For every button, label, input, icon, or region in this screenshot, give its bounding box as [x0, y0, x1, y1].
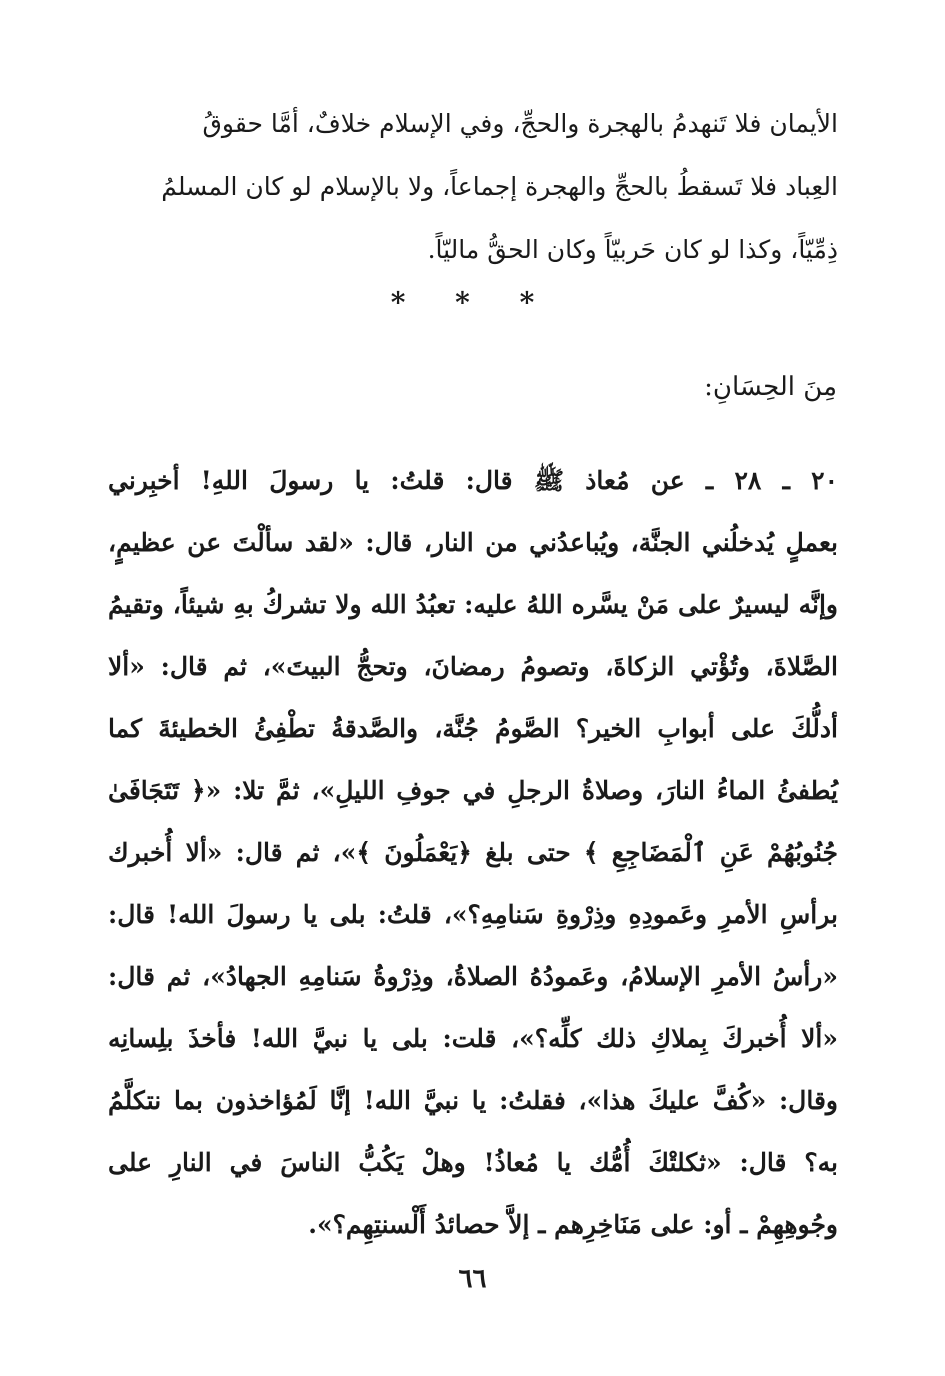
text-line: الصَّلاةَ، وتُؤْتي الزكاةَ، وتصومُ رمضانَ، وتحجُّ البيتَ»، ثم قال: «ألا [108, 652, 838, 681]
section-heading: مِنَ الحِسَانِ: [704, 372, 837, 402]
text-line: الأيمان فلا تَنهدمُ بالهجرة والحجِّ، وفي الإسلام خلافٌ، أمَّا حقوقُ [202, 109, 838, 138]
text-line: وجُوهِهِمْ ـ أو: على مَنَاخِرِهم ـ إلاَّ حصائدُ أَلْسنتِهِم؟». [308, 1210, 838, 1239]
text-line: أدلُّكَ على أبوابِ الخير؟ الصَّومُ جُنَّة، والصَّدقةُ تطْفِئُ الخطيئةَ كما [108, 714, 838, 743]
section-separator: * * * [390, 286, 555, 319]
text-line: وإنَّه ليسيرٌ على مَنْ يسَّره اللهُ عليه: تعبُدُ الله ولا تشركُ بهِ شيئاً، وتقيمُ [108, 590, 838, 619]
top-paragraph [108, 92, 838, 281]
page-number: ٦٦ [458, 1264, 487, 1294]
text-line: يُطفئُ الماءُ النارَ، وصلاةُ الرجلِ في جوفِ الليلِ»، ثمَّ تلا: «﴿ تَتَجَافَىٰ [108, 776, 838, 805]
text-line: بعملٍ يُدخلُني الجنَّة، ويُباعدُني من النار، قال: «لقد سألْتَ عن عظيمٍ، [108, 528, 838, 557]
text-line: به؟ قال: «ثكلتْكَ أُمُّك يا مُعاذُ! وهلْ يَكُبُّ الناسَ في النارِ على [108, 1148, 838, 1177]
text-line: ذِمِّيّاً، وكذا لو كان حَربيّاً وكان الحقُّ ماليّاً. [427, 235, 838, 264]
text-line: جُنُوبُهُمْ عَنِ ٱلْمَضَاجِعِ ﴾ حتى بلغ ﴿يَعْمَلُونَ ﴾»، ثم قال: «ألا أُخبرك [108, 838, 838, 867]
text-line: وقال: «كُفَّ عليكَ هذا»، فقلتُ: يا نبيَّ الله! إنَّا لَمُؤاخذون بما نتكلَّمُ [108, 1086, 838, 1115]
text-line: برأسِ الأمرِ وعَمودِهِ وذِرْوةِ سَنامِهِ؟»، قلتُ: بلى يا رسولَ الله! قال: [108, 900, 838, 929]
text-line: ٢٠ ـ ٢٨ ـ عن مُعاذ ﷺ قال: قلتُ: يا رسولَ اللهِ! أخبِرني [108, 466, 838, 495]
text-line: العِباد فلا تَسقطُ بالحجِّ والهجرة إجماعاً، ولا بالإسلام لو كان المسلمُ [161, 172, 838, 201]
text-line: «رأسُ الأمرِ الإسلامُ، وعَمودُهُ الصلاةُ، وذِرْوةُ سَنامِهِ الجهادُ»، ثم قال: [108, 962, 838, 991]
hadith-paragraph [108, 450, 838, 1256]
text-line: «ألا أُخبركَ بِملاكِ ذلك كلِّه؟»، قلت: بلى يا نبيَّ الله! فأخذَ بلِسانِه [108, 1024, 838, 1053]
